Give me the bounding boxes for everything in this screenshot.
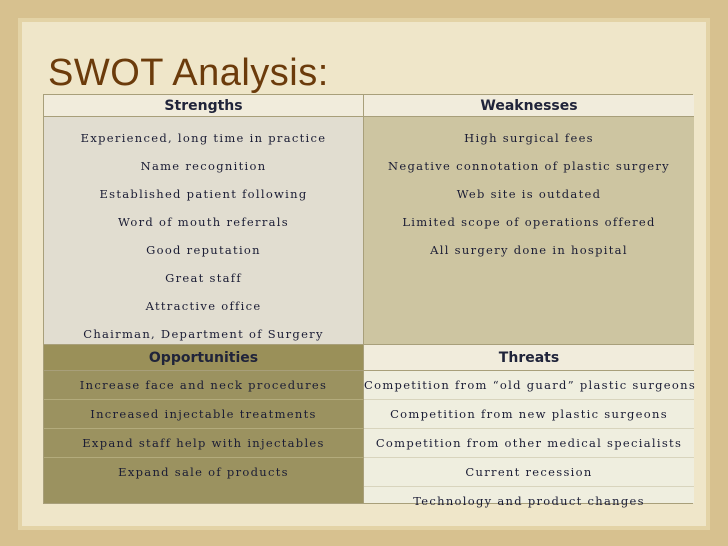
threat-item: Current recession [364, 458, 694, 487]
opportunities-cell [44, 371, 364, 503]
weakness-item: Limited scope of operations offered [402, 215, 656, 229]
opportunity-item: Expand staff help with injectables [44, 429, 363, 458]
opportunity-item: Increase face and neck procedures [44, 371, 363, 400]
strength-item: Attractive office [145, 299, 262, 313]
weakness-item: Web site is outdated [456, 187, 602, 201]
strengths-cell [44, 117, 364, 345]
threat-item: Competition from other medical specialists [364, 429, 694, 458]
slide [18, 18, 710, 530]
opportunities-header: Opportunities [44, 345, 364, 371]
threats-cell [364, 371, 697, 508]
weakness-item: High surgical fees [464, 131, 594, 145]
threats-header: Threats [364, 345, 694, 371]
strength-item: Word of mouth referrals [118, 215, 289, 229]
opportunity-item: Expand sale of products [118, 465, 289, 479]
strength-item: Chairman, Department of Surgery [83, 327, 324, 341]
threat-item: Competition from “old guard” plastic surgeons [364, 371, 694, 400]
strengths-header: Strengths [44, 95, 364, 117]
strength-item: Good reputation [146, 243, 261, 257]
weakness-item: All surgery done in hospital [430, 243, 628, 257]
strength-item: Name recognition [140, 159, 267, 173]
threat-item: Competition from new plastic surgeons [364, 400, 694, 429]
swot-table [43, 94, 697, 508]
weaknesses-header: Weaknesses [364, 95, 694, 117]
slide-title: SWOT Analysis: [48, 52, 329, 94]
weaknesses-cell [364, 117, 694, 345]
strength-item: Established patient following [99, 187, 308, 201]
strength-item: Great staff [165, 271, 242, 285]
opportunity-item: Increased injectable treatments [44, 400, 363, 429]
threat-item: Technology and product changes [413, 494, 645, 508]
weakness-item: Negative connotation of plastic surgery [388, 159, 670, 173]
strength-item: Experienced, long time in practice [80, 131, 327, 145]
